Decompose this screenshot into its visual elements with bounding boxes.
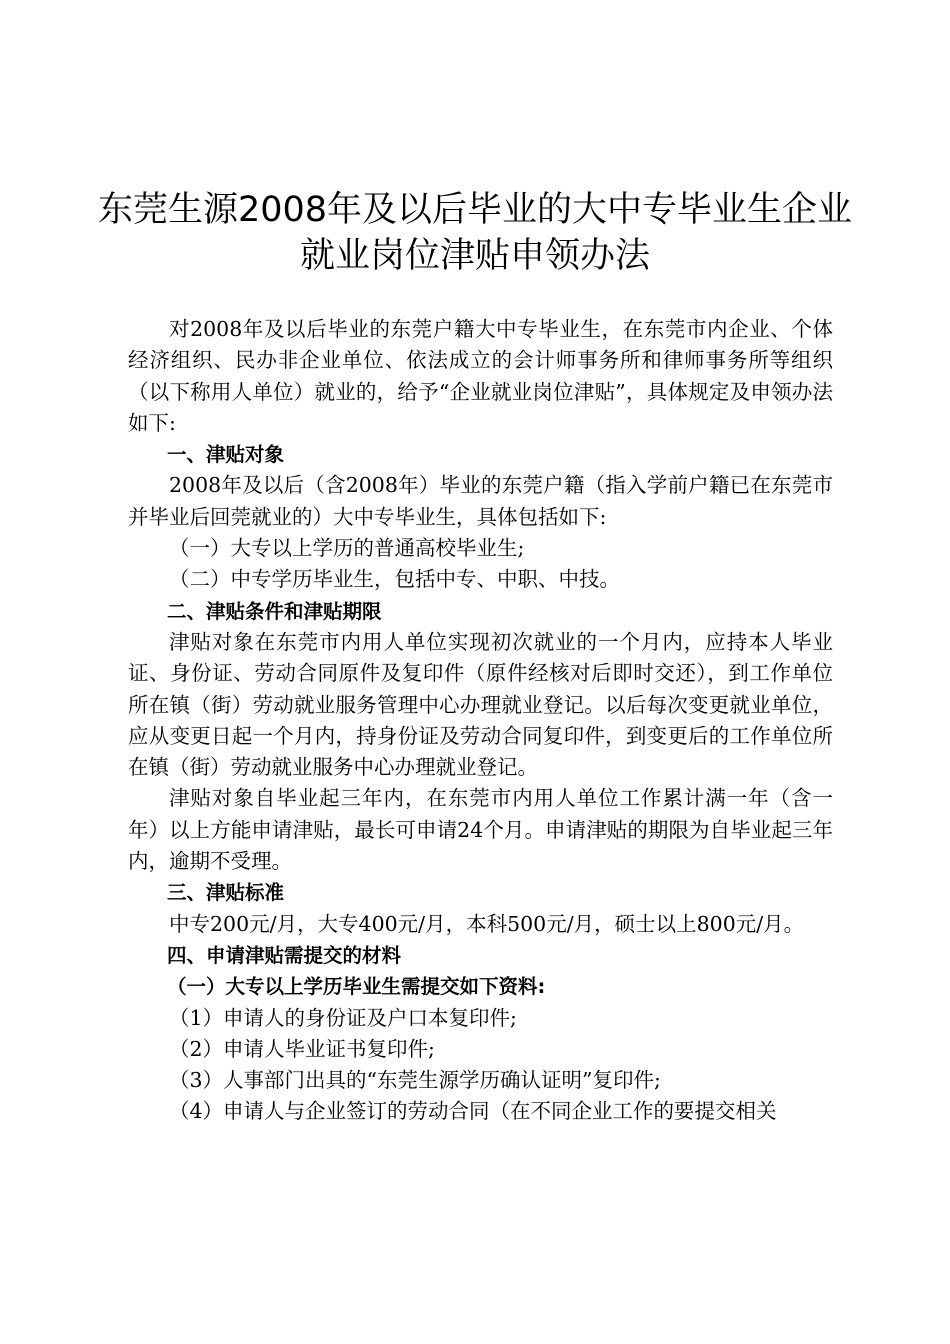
document-body [128,314,833,1128]
section4-subheading: （一）大专以上学历毕业生需提交如下资料: [167,975,546,999]
section4-item: （2）申请人毕业证书复印件; [169,1036,435,1061]
section2-paragraph: 津贴对象在东莞市内用人单位实现初次就业的一个月内，应持本人毕业证、身份证、劳动合同原件及复印件（原件经核对后即时交还），到工作单位所在镇（街）劳动就业服务管理中心办理就业登记。以后每次变更就业单位，应从变更日起一个月内，持身份证及劳动合同复印件，到变更后的工作单位所在镇（街）劳动就业服务中心办理就业登记。 [128,629,833,780]
section1-item: （二）中专学历毕业生，包括中专、中职、中技。 [169,567,620,592]
section-heading-4: 四、申请津贴需提交的材料 [167,943,402,967]
section3-paragraph: 中专200元/月，大专400元/月，本科500元/月，硕士以上800元/月。 [169,911,805,936]
section2-paragraph: 津贴对象自毕业起三年内，在东莞市内用人单位工作累计满一年（含一年）以上方能申请津贴，最长可申请24个月。申请津贴的期限为自毕业起三年内，逾期不受理。 [128,786,833,874]
section-heading-1: 一、津贴对象 [167,443,285,467]
section-heading-3: 三、津贴标准 [167,881,285,905]
section4-item: （3）人事部门出具的“东莞生源学历确认证明”复印件; [169,1068,661,1093]
section1-item: （一）大专以上学历的普通高校毕业生; [169,536,525,561]
section-heading-2: 二、津贴条件和津贴期限 [167,599,382,623]
document-title-line1: 东莞生源2008年及以后毕业的大中专毕业生企业 [97,190,853,230]
section4-item: （4）申请人与企业签订的劳动合同（在不同企业工作的要提交相关 [169,1099,777,1124]
intro-paragraph: 对2008年及以后毕业的东莞户籍大中专毕业生，在东莞市内企业、个体经济组织、民办非企业单位、依法成立的会计师事务所和律师事务所等组织（以下称用人单位）就业的，给予“企业就业岗位津贴”，具体规定及申领办法如下: [128,317,833,435]
document-title-line2: 就业岗位津贴申领办法 [299,236,650,276]
section1-paragraph: 2008年及以后（含2008年）毕业的东莞户籍（指入学前户籍已在东莞市并毕业后回莞就业的）大中专毕业生，具体包括如下: [128,473,833,529]
section4-item: （1）申请人的身份证及户口本复印件; [169,1005,517,1030]
